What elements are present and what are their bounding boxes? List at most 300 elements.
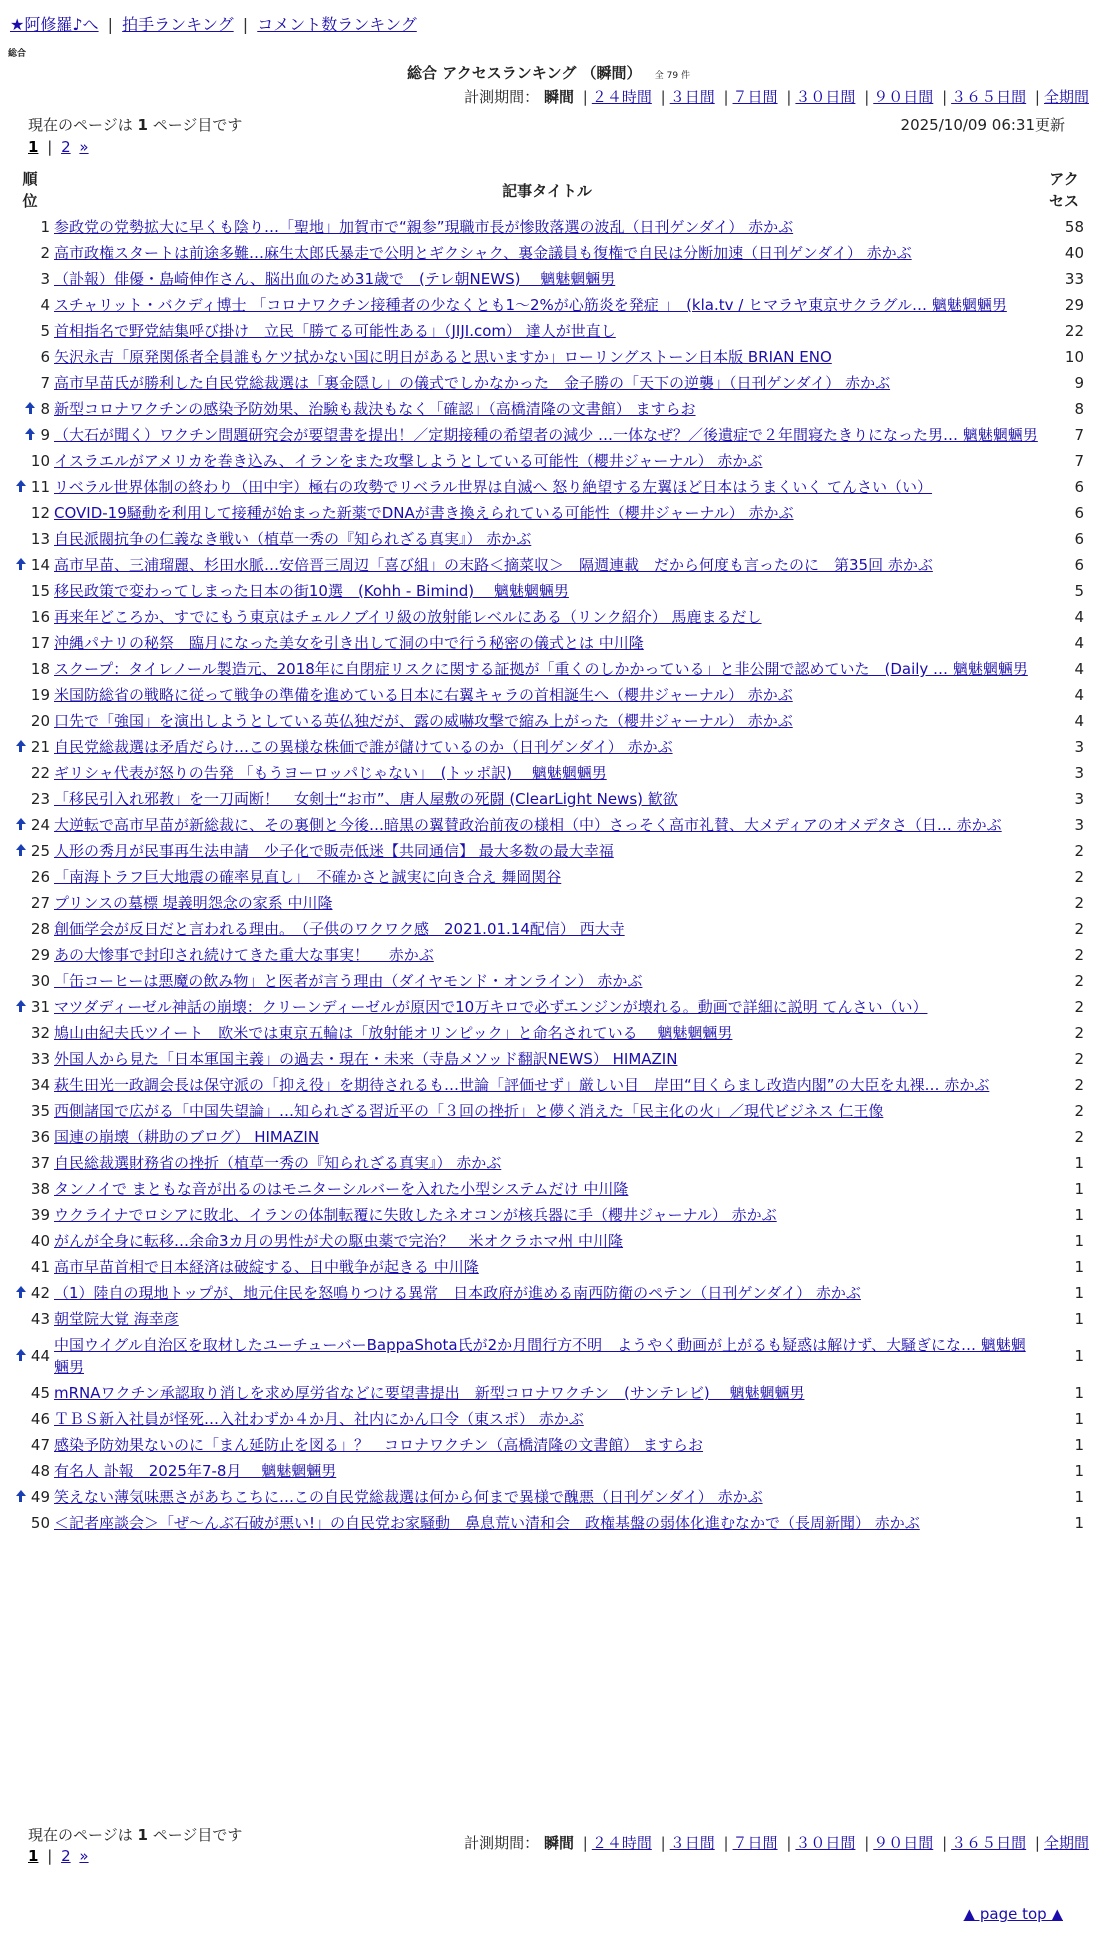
rank-cell xyxy=(8,1406,52,1432)
title-cell xyxy=(52,214,1042,240)
period-link-7d[interactable]: ７日間 xyxy=(732,88,778,106)
rank-number: 23 xyxy=(30,790,50,808)
rank-cell xyxy=(8,942,52,968)
table-row xyxy=(8,422,1086,448)
title-cell xyxy=(52,708,1042,734)
table-row xyxy=(8,370,1086,396)
access-count: 1 xyxy=(1074,1232,1084,1250)
title-cell xyxy=(52,968,1042,994)
period-link-30d[interactable]: ３０日間 xyxy=(795,1834,856,1852)
rank-cell xyxy=(8,656,52,682)
rank-number: 11 xyxy=(30,478,50,496)
rank-number: 30 xyxy=(30,972,50,990)
table-row xyxy=(8,526,1086,552)
rank-cell xyxy=(8,1484,52,1510)
table-row xyxy=(8,682,1086,708)
period-link-90d[interactable]: ９０日間 xyxy=(873,1834,934,1852)
article-link[interactable]: プリンスの墓標 堤義明怨念の家系 中川隆 xyxy=(54,894,333,912)
article-link[interactable]: ＜記者座談会＞「ぜ～んぶ石破が悪い!」の自民党お家騒動 鼻息荒い清和会 政権基盤の弱体化進むなかで（長周新聞） 赤かぶ xyxy=(54,1514,920,1532)
access-count: 6 xyxy=(1074,556,1084,574)
rank-cell xyxy=(8,1124,52,1150)
rank-number: 14 xyxy=(30,556,50,574)
rank-cell xyxy=(8,864,52,890)
period-link-3d[interactable]: ３日間 xyxy=(669,1834,715,1852)
article-link[interactable]: リベラル世界体制の終わり（田中宇）極右の攻勢でリベラル世界は自滅へ 怒り絶望する左翼ほど日本はうまくいく てんさい（い） xyxy=(54,478,933,496)
title-cell xyxy=(52,734,1042,760)
rank-number: 32 xyxy=(30,1024,50,1042)
nav-separator: | xyxy=(107,15,114,34)
access-count: 8 xyxy=(1074,400,1084,418)
access-count: 6 xyxy=(1074,530,1084,548)
rank-cell xyxy=(8,1380,52,1406)
title-cell xyxy=(52,448,1042,474)
article-link[interactable]: 高市早苗氏が勝利した自民党総裁選は「裏金隠し」の儀式でしかなかった 金子勝の「天下の逆襲」（日刊ゲンダイ） 赤かぶ xyxy=(54,374,891,392)
access-count: 3 xyxy=(1074,764,1084,782)
header-title: 記事タイトル xyxy=(502,181,592,200)
table-row xyxy=(8,448,1086,474)
title-cell xyxy=(52,760,1042,786)
title-cell xyxy=(52,682,1042,708)
pager-top: 1 | 2 » xyxy=(28,138,89,156)
title-cell xyxy=(52,500,1042,526)
title-cell xyxy=(52,838,1042,864)
article-link[interactable]: 中国ウイグル自治区を取材したユーチューバーBappaShota氏が2か月間行方不明 ようやく動画が上がるも疑惑は解けず、大騒ぎにな… 魑魅魍魎男 xyxy=(54,1336,1026,1376)
rank-number: 33 xyxy=(30,1050,50,1068)
article-link[interactable]: スチャリット・バクディ博士 「コロナワクチン接種者の少なくとも1～2%が心筋炎を発症 」 (kla.tv / ヒマラヤ東京サクラグル… 魑魅魍魎男 xyxy=(54,296,1007,314)
table-row xyxy=(8,890,1086,916)
table-row xyxy=(8,916,1086,942)
rank-cell xyxy=(8,916,52,942)
title-cell xyxy=(52,1176,1042,1202)
rank-number: 4 xyxy=(40,296,50,314)
access-count: 2 xyxy=(1074,998,1084,1016)
table-row xyxy=(8,630,1086,656)
total-count: 全 79 件 xyxy=(654,71,690,81)
rank-number: 15 xyxy=(30,582,50,600)
pager-current: 1 xyxy=(28,1847,39,1865)
rank-cell xyxy=(8,682,52,708)
table-row xyxy=(8,1020,1086,1046)
title-cell xyxy=(52,578,1042,604)
rank-cell xyxy=(8,1072,52,1098)
article-link[interactable]: ＴＢＳ新入社員が怪死…入社わずか４か月、社内にかん口令（東スポ） 赤かぶ xyxy=(54,1410,584,1428)
updated-timestamp: 2025/10/09 06:31更新 xyxy=(900,116,1065,134)
period-current: 瞬間 xyxy=(543,88,574,106)
article-link[interactable]: イスラエルがアメリカを巻き込み、イランをまた攻撃しようとしている可能性（櫻井ジャーナル） 赤かぶ xyxy=(54,452,763,470)
ranking-body xyxy=(8,214,1086,1536)
access-count: 40 xyxy=(1064,244,1084,262)
access-count: 2 xyxy=(1074,1024,1084,1042)
article-link[interactable]: 自民派閥抗争の仁義なき戦い（植草一秀の『知られざる真実』） 赤かぶ xyxy=(54,530,532,548)
rank-cell xyxy=(8,890,52,916)
table-row xyxy=(8,474,1086,500)
title-cell xyxy=(52,240,1042,266)
title-cell xyxy=(52,552,1042,578)
pager-page-2[interactable]: 2 xyxy=(61,1847,71,1865)
article-link[interactable]: 大逆転で高市早苗が新総裁に、その裏側と今後…暗黒の翼賛政治前夜の様相（中）さっそく高市礼賛、大メディアのオメデタさ（日… 赤かぶ xyxy=(54,816,1002,834)
rank-number: 18 xyxy=(30,660,50,678)
access-count: 9 xyxy=(1074,374,1084,392)
page-title xyxy=(0,62,1097,83)
table-row xyxy=(8,864,1086,890)
title-cell xyxy=(52,864,1042,890)
access-count: 1 xyxy=(1074,1514,1084,1532)
article-link[interactable]: 首相指名で野党結集呼び掛け 立民「勝てる可能性ある」（JIJI.com） 達人が世直し xyxy=(54,322,616,340)
article-link[interactable]: スクープ：タイレノール製造元、2018年に自閉症リスクに関する証拠が「重くのしかかっている」と非公開で認めていた (Daily … 魑魅魍魎男 xyxy=(54,660,1028,678)
rank-cell xyxy=(8,1432,52,1458)
title-cell xyxy=(52,318,1042,344)
clap-ranking-link[interactable]: 拍手ランキング xyxy=(122,15,234,34)
rank-number: 34 xyxy=(30,1076,50,1094)
title-cell xyxy=(52,1406,1042,1432)
rank-cell xyxy=(8,552,52,578)
title-cell xyxy=(52,1020,1042,1046)
period-label: 計測期間： xyxy=(464,1834,540,1852)
article-link[interactable]: COVID-19騒動を利用して接種が始まった新薬でDNAが書き換えられている可能性（櫻井ジャーナル） 赤かぶ xyxy=(54,504,794,522)
table-row xyxy=(8,500,1086,526)
rank-cell xyxy=(8,344,52,370)
article-link[interactable]: 鳩山由紀夫氏ツイート 欧米では東京五輪は「放射能オリンピック」と命名されている 魑魅魍魎男 xyxy=(54,1024,733,1042)
table-row xyxy=(8,1072,1086,1098)
rank-number: 50 xyxy=(30,1514,50,1532)
rank-number: 2 xyxy=(40,244,50,262)
rank-cell xyxy=(8,760,52,786)
rank-number: 28 xyxy=(30,920,50,938)
table-row xyxy=(8,1380,1086,1406)
table-row xyxy=(8,786,1086,812)
table-row xyxy=(8,1228,1086,1254)
table-row xyxy=(8,1150,1086,1176)
period-label: 計測期間： xyxy=(464,88,540,106)
title-cell xyxy=(52,1380,1042,1406)
table-row xyxy=(8,1202,1086,1228)
article-link[interactable]: 米国防総省の戦略に従って戦争の準備を進めている日本に右翼キャラの首相誕生へ（櫻井ジャーナル） 赤かぶ xyxy=(54,686,793,704)
access-count: 3 xyxy=(1074,816,1084,834)
period-current: 瞬間 xyxy=(543,1834,574,1852)
article-link[interactable]: 萩生田光一政調会長は保守派の「抑え役」を期待されるも…世論「評価せず」厳しい目 岸田“目くらまし改造内閣”の大臣を丸裸… 赤かぶ xyxy=(54,1076,990,1094)
header-rank-label: 順位 xyxy=(22,170,38,210)
table-row xyxy=(8,1432,1086,1458)
table-row xyxy=(8,994,1086,1020)
current-page-info-bottom: 現在のページは 1 ページ目です xyxy=(28,1826,243,1844)
rank-number: 25 xyxy=(30,842,50,860)
current-page-number: 1 xyxy=(137,1826,148,1844)
article-link[interactable]: （1）陸自の現地トップが、地元住民を怒鳴りつける異常 日本政府が進める南西防衛のペテン（日刊ゲンダイ） 赤かぶ xyxy=(54,1284,861,1302)
rank-number: 39 xyxy=(30,1206,50,1224)
article-link[interactable]: 自民総裁選財務省の挫折（植草一秀の『知られざる真実』） 赤かぶ xyxy=(54,1154,502,1172)
title-cell xyxy=(52,604,1042,630)
period-link-365d[interactable]: ３６５日間 xyxy=(951,88,1027,106)
title-cell xyxy=(52,1458,1042,1484)
rank-cell xyxy=(8,812,52,838)
rank-number: 16 xyxy=(30,608,50,626)
access-count: 6 xyxy=(1074,478,1084,496)
access-count: 2 xyxy=(1074,842,1084,860)
rank-number: 19 xyxy=(30,686,50,704)
access-count: 7 xyxy=(1074,452,1084,470)
access-count: 1 xyxy=(1074,1154,1084,1172)
rank-cell xyxy=(8,578,52,604)
access-count: 4 xyxy=(1074,660,1084,678)
title-cell xyxy=(52,1124,1042,1150)
table-row xyxy=(8,578,1086,604)
page-top-link[interactable]: ▲ page top ▲ xyxy=(963,1905,1063,1923)
title-cell xyxy=(52,266,1042,292)
access-count: 33 xyxy=(1064,270,1084,288)
rank-number: 37 xyxy=(30,1154,50,1172)
article-link[interactable]: 口先で「強国」を演出しようとしている英仏独だが、露の威嚇攻撃で縮み上がった（櫻井ジャーナル） 赤かぶ xyxy=(54,712,793,730)
rank-number: 9 xyxy=(40,426,50,444)
access-count: 2 xyxy=(1074,946,1084,964)
article-link[interactable]: 笑えない薄気味悪さがあちこちに…この自民党総裁選は何から何まで異様で醜悪（日刊ゲンダイ） 赤かぶ xyxy=(54,1488,763,1506)
period-link-7d[interactable]: ７日間 xyxy=(732,1834,778,1852)
header-access-label: アクセス xyxy=(1048,170,1079,210)
article-link[interactable]: 高市政権スタートは前途多難…麻生太郎氏暴走で公明とギクシャク、裏金議員も復権で自民は分断加速（日刊ゲンダイ） 赤かぶ xyxy=(54,244,912,262)
article-link[interactable]: タンノイで まともな音が出るのはモニターシルバーを入れた小型システムだけ 中川隆 xyxy=(54,1180,629,1198)
access-count: 1 xyxy=(1074,1310,1084,1328)
table-row xyxy=(8,656,1086,682)
title-cell xyxy=(52,1254,1042,1280)
article-link[interactable]: 再来年どころか、すでにもう東京はチェルノブイリ級の放射能レベルにある（リンク紹介） 馬鹿まるだし xyxy=(54,608,762,626)
title-cell xyxy=(52,630,1042,656)
rank-number: 12 xyxy=(30,504,50,522)
home-link[interactable]: ★阿修羅♪へ xyxy=(10,15,99,34)
table-row xyxy=(8,1046,1086,1072)
access-count: 2 xyxy=(1074,1102,1084,1120)
current-page-number: 1 xyxy=(137,116,148,134)
article-link[interactable]: 高市早苗首相で日本経済は破綻する、日中戦争が起きる 中川隆 xyxy=(54,1258,479,1276)
rank-number: 21 xyxy=(30,738,50,756)
title-cell xyxy=(52,994,1042,1020)
table-row xyxy=(8,396,1086,422)
access-count: 4 xyxy=(1074,608,1084,626)
pager-current: 1 xyxy=(28,138,39,156)
rank-number: 44 xyxy=(30,1347,50,1365)
rank-cell xyxy=(8,318,52,344)
article-link[interactable]: 自民党総裁選は矛盾だらけ…この異様な株価で誰が儲けているのか（日刊ゲンダイ） 赤かぶ xyxy=(54,738,673,756)
pager-page-2[interactable]: 2 xyxy=(61,138,71,156)
rank-cell xyxy=(8,370,52,396)
title-cell xyxy=(52,1432,1042,1458)
title-cell xyxy=(52,786,1042,812)
access-count: 1 xyxy=(1074,1410,1084,1428)
title-cell xyxy=(52,942,1042,968)
access-count: 6 xyxy=(1074,504,1084,522)
article-link[interactable]: 朝堂院大覚 海幸彦 xyxy=(54,1310,179,1328)
access-count: 4 xyxy=(1074,712,1084,730)
table-row xyxy=(8,812,1086,838)
access-count: 1 xyxy=(1074,1258,1084,1276)
access-count: 1 xyxy=(1074,1347,1084,1365)
rank-number: 45 xyxy=(30,1384,50,1402)
rank-cell xyxy=(8,1254,52,1280)
rank-cell xyxy=(8,838,52,864)
rank-cell xyxy=(8,1458,52,1484)
article-link[interactable]: 外国人から見た「日本軍国主義」の過去・現在・未来（寺島メソッド翻訳NEWS） HIMAZIN xyxy=(54,1050,678,1068)
article-link[interactable]: （大石が聞く）ワクチン問題研究会が要望書を提出！／定期接種の希望者の減少 …一体なぜ？／後遺症で２年間寝たきりになった男… 魑魅魍魎男 xyxy=(54,426,1038,444)
rank-cell xyxy=(8,266,52,292)
rank-number: 29 xyxy=(30,946,50,964)
article-link[interactable]: 人形の秀月が民事再生法申請 少子化で販売低迷【共同通信】 最大多数の最大幸福 xyxy=(54,842,614,860)
title-cell xyxy=(52,916,1042,942)
rank-number: 1 xyxy=(40,218,50,236)
table-row xyxy=(8,1098,1086,1124)
header-access xyxy=(1042,166,1086,214)
access-count: 2 xyxy=(1074,1050,1084,1068)
period-link-24h[interactable]: ２４時間 xyxy=(591,1834,652,1852)
rank-cell xyxy=(8,474,52,500)
access-count: 3 xyxy=(1074,790,1084,808)
article-link[interactable]: （訃報）俳優・島崎伸作さん、脳出血のため31歳で (テレ朝NEWS) 魑魅魍魎男 xyxy=(54,270,616,288)
article-link[interactable]: 沖縄パナリの秘祭 臨月になった美女を引き出して洞の中で行う秘密の儀式とは 中川隆 xyxy=(54,634,644,652)
article-link[interactable]: 「缶コーヒーは悪魔の飲み物」と医者が言う理由（ダイヤモンド・オンライン） 赤かぶ xyxy=(54,972,643,990)
title-cell xyxy=(52,656,1042,682)
title-cell xyxy=(52,1150,1042,1176)
article-link[interactable]: 「移民引入れ邪教」を一刀両断！ 女剣士“お市”、唐人屋敷の死闘 (ClearLight News) 歓欲 xyxy=(54,790,678,808)
access-count: 7 xyxy=(1074,426,1084,444)
table-row xyxy=(8,1332,1086,1380)
title-cell xyxy=(52,474,1042,500)
rank-number: 46 xyxy=(30,1410,50,1428)
rank-number: 17 xyxy=(30,634,50,652)
rank-cell xyxy=(8,422,52,448)
table-row xyxy=(8,214,1086,240)
period-link-24h[interactable]: ２４時間 xyxy=(591,88,652,106)
rank-cell xyxy=(8,1098,52,1124)
rank-number: 8 xyxy=(40,400,50,418)
article-link[interactable]: 高市早苗、三浦瑠麗、杉田水脈…安倍晋三周辺「喜び組」の末路＜摘菜収＞ 隔週連載 だから何度も言ったのに 第35回 赤かぶ xyxy=(54,556,933,574)
title-cell xyxy=(52,1098,1042,1124)
article-link[interactable]: mRNAワクチン承認取り消しを求め厚労省などに要望書提出 新型コロナワクチン (サンテレビ) 魑魅魍魎男 xyxy=(54,1384,805,1402)
title-cell xyxy=(52,1484,1042,1510)
access-count: 1 xyxy=(1074,1462,1084,1480)
table-row xyxy=(8,708,1086,734)
table-row xyxy=(8,1510,1086,1536)
article-link[interactable]: 有名人 訃報 2025年7-8月 魑魅魍魎男 xyxy=(54,1462,337,1480)
rank-number: 7 xyxy=(40,374,50,392)
article-link[interactable]: 国連の崩壊（耕助のブログ） HIMAZIN xyxy=(54,1128,320,1146)
rank-number: 6 xyxy=(40,348,50,366)
article-link[interactable]: あの大惨事で封印され続けてきた重大な事実！ 赤かぶ xyxy=(54,946,434,964)
access-count: 2 xyxy=(1074,868,1084,886)
rank-number: 38 xyxy=(30,1180,50,1198)
article-link[interactable]: がんが全身に転移…余命3カ月の男性が犬の駆虫薬で完治？ 米オクラホマ州 中川隆 xyxy=(54,1232,624,1250)
period-link-365d[interactable]: ３６５日間 xyxy=(951,1834,1027,1852)
rank-number: 36 xyxy=(30,1128,50,1146)
rank-cell xyxy=(8,240,52,266)
table-row xyxy=(8,968,1086,994)
rank-cell xyxy=(8,500,52,526)
access-count: 2 xyxy=(1074,1128,1084,1146)
table-row xyxy=(8,734,1086,760)
rank-cell xyxy=(8,1306,52,1332)
period-selector-bottom: 計測期間： 瞬間 | ２４時間 | ３日間 | ７日間 | ３０日間 | ９０日間 | ３６５日間 | 全期間 xyxy=(464,1834,1089,1852)
pager-next[interactable]: » xyxy=(79,138,89,156)
table-row xyxy=(8,1254,1086,1280)
rank-number: 35 xyxy=(30,1102,50,1120)
access-count: 1 xyxy=(1074,1488,1084,1506)
table-row xyxy=(8,318,1086,344)
access-count: 22 xyxy=(1064,322,1084,340)
period-selector-top: 計測期間： 瞬間 | ２４時間 | ３日間 | ７日間 | ３０日間 | ９０日間 | ３６５日間 | 全期間 xyxy=(464,88,1089,106)
title-cell xyxy=(52,1510,1042,1536)
rank-number: 49 xyxy=(30,1488,50,1506)
title-cell xyxy=(52,1202,1042,1228)
rank-cell xyxy=(8,630,52,656)
article-link[interactable]: 移民政策で変わってしまった日本の街10選 (Kohh - Bimind) 魑魅魍魎男 xyxy=(54,582,569,600)
rank-number: 10 xyxy=(30,452,50,470)
period-link-3d[interactable]: ３日間 xyxy=(669,88,715,106)
rank-cell xyxy=(8,396,52,422)
article-link[interactable]: 創価学会が反日だと言われる理由。 （子供のワクワク感 2021.01.14配信） 西大寺 xyxy=(54,920,625,938)
period-link-90d[interactable]: ９０日間 xyxy=(873,88,934,106)
table-row xyxy=(8,1280,1086,1306)
title-cell xyxy=(52,890,1042,916)
access-count: 10 xyxy=(1064,348,1084,366)
rank-cell xyxy=(8,1228,52,1254)
title-cell xyxy=(52,370,1042,396)
rank-number: 47 xyxy=(30,1436,50,1454)
period-link-all[interactable]: 全期間 xyxy=(1043,1834,1089,1852)
table-row xyxy=(8,266,1086,292)
rank-cell xyxy=(8,1332,52,1380)
page-title-text: 総合 アクセスランキング （瞬間） xyxy=(407,64,642,82)
pager-bottom: 1 | 2 » xyxy=(28,1847,89,1865)
ranking-table xyxy=(8,166,1086,1536)
title-cell xyxy=(52,526,1042,552)
rank-cell xyxy=(8,1150,52,1176)
table-row xyxy=(8,1406,1086,1432)
title-cell xyxy=(52,1306,1042,1332)
period-link-all[interactable]: 全期間 xyxy=(1043,88,1089,106)
article-link[interactable]: 矢沢永吉「原発関係者全員誰もケツ拭かない国に明日があると思いますか」ローリングストーン日本版 BRIAN ENO xyxy=(54,348,832,366)
article-link[interactable]: マツダディーゼル神話の崩壊：クリーンディーゼルが原因で10万キロで必ずエンジンが壊れる。動画で詳細に説明 てんさい（い） xyxy=(54,998,928,1016)
article-link[interactable]: 新型コロナワクチンの感染予防効果、治験も裁決もなく「確認」（高橋清隆の文書館） ますらお xyxy=(54,400,696,418)
rank-cell xyxy=(8,1202,52,1228)
rank-cell xyxy=(8,994,52,1020)
article-link[interactable]: 「南海トラフ巨大地震の確率見直し」 不確かさと誠実に向き合え 舞岡関谷 xyxy=(54,868,562,886)
rank-cell xyxy=(8,1280,52,1306)
access-count: 4 xyxy=(1074,634,1084,652)
article-link[interactable]: 感染予防効果ないのに「まん延防止を図る」？ コロナワクチン（高橋清隆の文書館） ますらお xyxy=(54,1436,704,1454)
article-link[interactable]: 参政党の党勢拡大に早くも陰り…「聖地」加賀市で“親参”現職市長が惨敗落選の波乱（日刊ゲンダイ） 赤かぶ xyxy=(54,218,794,236)
rank-cell xyxy=(8,448,52,474)
rank-number: 43 xyxy=(30,1310,50,1328)
article-link[interactable]: 西側諸国で広がる「中国失望論」…知られざる習近平の「３回の挫折」と儚く消えた「民主化の火」／現代ビジネス 仁王像 xyxy=(54,1102,884,1120)
comment-ranking-link[interactable]: コメント数ランキング xyxy=(257,15,417,34)
table-header-row xyxy=(8,166,1086,214)
access-count: 2 xyxy=(1074,1076,1084,1094)
header-rank xyxy=(8,166,52,214)
table-row xyxy=(8,552,1086,578)
access-count: 5 xyxy=(1074,582,1084,600)
article-link[interactable]: ウクライナでロシアに敗北、イランの体制転覆に失敗したネオコンが核兵器に手（櫻井ジャーナル） 赤かぶ xyxy=(54,1206,777,1224)
access-count: 1 xyxy=(1074,1384,1084,1402)
period-link-30d[interactable]: ３０日間 xyxy=(795,88,856,106)
rank-number: 27 xyxy=(30,894,50,912)
rank-cell xyxy=(8,526,52,552)
rank-cell xyxy=(8,1020,52,1046)
article-link[interactable]: ギリシャ代表が怒りの告発 「もうヨーロッパじゃない」 (トッポ訳) 魑魅魍魎男 xyxy=(54,764,607,782)
top-nav xyxy=(10,12,417,35)
access-count: 1 xyxy=(1074,1180,1084,1198)
table-row xyxy=(8,240,1086,266)
rank-cell xyxy=(8,604,52,630)
rank-cell xyxy=(8,786,52,812)
pager-next[interactable]: » xyxy=(79,1847,89,1865)
table-row xyxy=(8,1458,1086,1484)
category-label: 総合 xyxy=(8,49,27,59)
